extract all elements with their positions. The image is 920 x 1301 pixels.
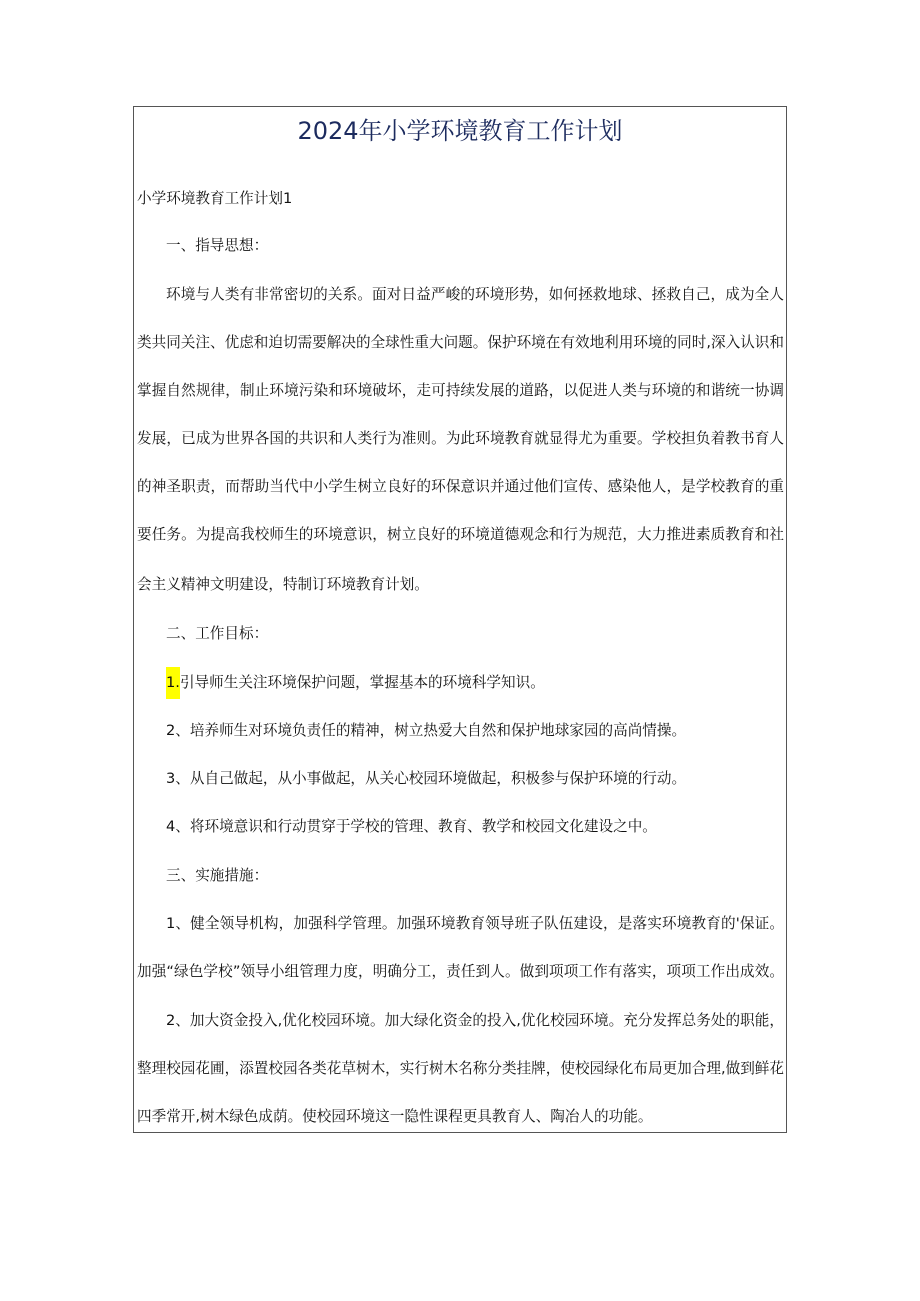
paragraph-line: 1、健全领导机构，加强科学管理。加强环境教育领导班子队伍建设，是落实环境教育的'保证。 xyxy=(166,915,784,932)
document-title: 2024年小学环境教育工作计划 xyxy=(297,117,623,145)
paragraph-line: 发展，已成为世界各国的共识和人类行为准则。为此环境教育就显得尤为重要。学校担负着教书育人 xyxy=(137,430,784,447)
paragraph-line: 要任务。为提高我校师生的环境意识，树立良好的环境道德观念和行为规范，大力推进素质教育和社 xyxy=(137,526,784,543)
section-heading: 二、工作目标： xyxy=(166,625,269,642)
highlighted-number: 1. xyxy=(166,667,180,699)
section-heading: 三、实施措施： xyxy=(166,867,269,884)
goal-text: 引导师生关注环境保护问题，掌握基本的环境科学知识。 xyxy=(179,674,545,691)
paragraph-line: 会主义精神文明建设，特制订环境教育计划。 xyxy=(137,576,429,593)
goal-item: 2、培养师生对环境负责任的精神，树立热爱大自然和保护地球家园的高尚情操。 xyxy=(166,722,687,739)
section-heading: 一、指导思想： xyxy=(166,237,269,254)
subtitle: 小学环境教育工作计划1 xyxy=(137,190,293,207)
paragraph-line: 掌握自然规律，制止环境污染和环境破坏，走可持续发展的道路，以促进人类与环境的和谐统一协调 xyxy=(137,382,784,399)
goal-item xyxy=(166,673,545,693)
paragraph-line: 类共同关注、优虑和迫切需要解决的全球性重大问题。保护环境在有效地利用环境的同时,深入认识和 xyxy=(137,334,784,351)
paragraph-line: 整理校园花圃，添置校园各类花草树木，实行树木名称分类挂牌，使校园绿化布局更加合理,做到鲜花 xyxy=(137,1060,784,1077)
paragraph-line: 加强“绿色学校”领导小组管理力度，明确分工，责任到人。做到项项工作有落实，项项工作出成效。 xyxy=(137,963,784,980)
paragraph-line: 的神圣职责，而帮助当代中小学生树立良好的环保意识并通过他们宣传、感染他人，是学校教育的重 xyxy=(137,478,784,495)
paragraph-line: 环境与人类有非常密切的关系。面对日益严峻的环境形势，如何拯救地球、拯救自己，成为全人 xyxy=(166,286,784,303)
goal-item: 3、从自己做起，从小事做起，从关心校园环境做起，积极参与保护环境的行动。 xyxy=(166,770,687,787)
paragraph-line: 四季常开,树木绿色成荫。使校园环境这一隐性课程更具教育人、陶冶人的功能。 xyxy=(137,1108,653,1125)
goal-item: 4、将环境意识和行动贯穿于学校的管理、教育、教学和校园文化建设之中。 xyxy=(166,818,657,835)
paragraph-line: 2、加大资金投入,优化校园环境。加大绿化资金的投入,优化校园环境。充分发挥总务处的职能， xyxy=(166,1012,784,1029)
